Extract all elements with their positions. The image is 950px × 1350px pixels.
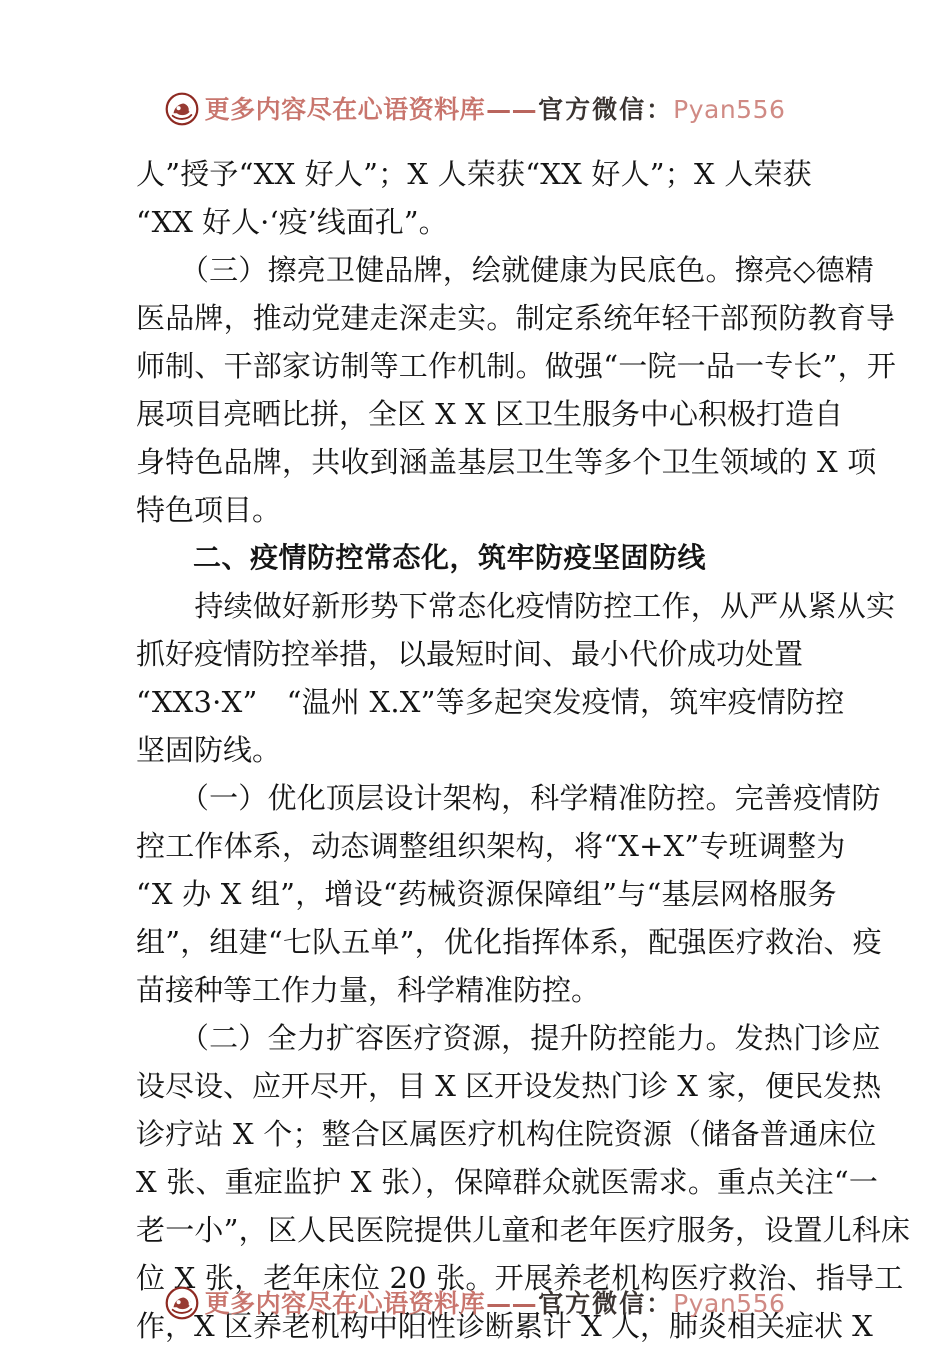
text-line: “XX 好人·‘疫’线面孔”。 <box>136 205 448 239</box>
document-body <box>136 150 911 1350</box>
text-line: 师制、干部家访制等工作机制。做强“一院一品一专长”，开 <box>136 349 897 383</box>
watermark-handle: Pyan556 <box>673 1288 786 1318</box>
text-line: （二）全力扩容医疗资源，提升防控能力。发热门诊应 <box>136 1021 881 1055</box>
text-line: 身特色品牌，共收到涵盖基层卫生等多个卫生领域的 X 项 <box>136 445 877 479</box>
watermark-label: 官方微信： <box>538 1288 674 1318</box>
text-line: “X 办 X 组”，增设“药械资源保障组”与“基层网格服务 <box>136 877 837 911</box>
text-line: 人”授予“XX 好人”；X 人荣获“XX 好人”；X 人荣获 <box>136 157 812 191</box>
text-line: 苗接种等工作力量，科学精准防控。 <box>136 973 601 1007</box>
text-line: 展项目亮晒比拼，全区 X X 区卫生服务中心积极打造自 <box>136 397 843 431</box>
section-heading: 二、疫情防控常态化，筑牢防疫坚固防线 <box>136 541 707 574</box>
text-line: （一）优化顶层设计架构，科学精准防控。完善疫情防 <box>136 781 881 815</box>
text-line: 位 X 张，老年床位 20 张。开展养老机构医疗救治、指导工 <box>136 1261 904 1295</box>
text-line: 坚固防线。 <box>136 733 282 767</box>
text-line: 作，X 区养老机构中阳性诊断累计 X 人，肺炎相关症状 X <box>136 1309 873 1343</box>
text-line: 老一小”，区人民医院提供儿童和老年医疗服务，设置儿科床 <box>136 1213 911 1247</box>
text-line: X 张、重症监护 X 张），保障群众就医需求。重点关注“一 <box>136 1165 879 1199</box>
brand-logo-icon <box>165 1286 199 1320</box>
text-line: 组”，组建“七队五单”，优化指挥体系，配强医疗救治、疫 <box>136 925 882 959</box>
text-line: 持续做好新形势下常态化疫情防控工作，从严从紧从实 <box>136 589 896 623</box>
brand-logo-icon <box>165 92 199 126</box>
watermark-brand: 更多内容尽在心语资料库 <box>204 94 486 124</box>
watermark-header <box>0 92 950 126</box>
text-line: （三）擦亮卫健品牌，绘就健康为民底色。擦亮◇德精 <box>136 253 875 287</box>
text-line: 诊疗站 X 个；整合区属医疗机构住院资源（储备普通床位 <box>136 1117 877 1151</box>
text-line: 设尽设、应开尽开，目 X 区开设发热门诊 X 家，便民发热 <box>136 1069 882 1103</box>
text-line: 抓好疫情防控举措，以最短时间、最小代价成功处置 <box>136 637 804 671</box>
watermark-footer <box>0 1286 950 1320</box>
watermark-brand: 更多内容尽在心语资料库 <box>204 1288 486 1318</box>
watermark-text <box>204 94 786 124</box>
watermark-text <box>204 1288 786 1318</box>
watermark-handle: Pyan556 <box>673 94 786 124</box>
text-line: “XX3·X” “温州 X.X”等多起突发疫情，筑牢疫情防控 <box>136 685 845 719</box>
text-line: 特色项目。 <box>136 493 282 527</box>
text-line: 控工作体系，动态调整组织架构，将“X+X”专班调整为 <box>136 829 846 863</box>
watermark-label: 官方微信： <box>538 94 674 124</box>
watermark-dash: —— <box>486 94 538 124</box>
text-line: 医品牌，推动党建走深走实。制定系统年轻干部预防教育导 <box>136 301 896 335</box>
watermark-dash: —— <box>486 1288 538 1318</box>
